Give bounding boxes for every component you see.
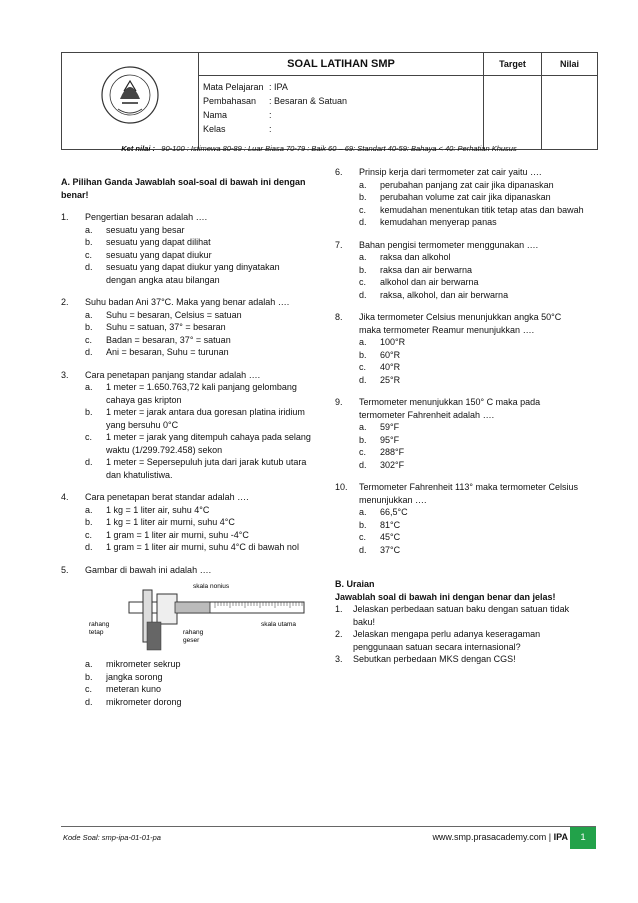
option-text: 40°R [380, 362, 401, 372]
option-text: kemudahan menentukan titik tetap atas dan bawah [380, 204, 584, 215]
option-text: 1 meter = jarak yang ditempuh cahaya pada selang waktu (1/299.792.458) sekon [106, 432, 311, 455]
option-b[interactable] [85, 516, 311, 529]
tut-wuri-handayani-logo [62, 53, 198, 149]
option-text: 59°F [380, 422, 400, 432]
question-text: Prinsip kerja dari termometer zat cair yaitu …. [359, 167, 542, 177]
option-text: 1 kg = 1 liter air murni, suhu 4°C [106, 517, 235, 527]
option-letter: b. [359, 434, 367, 445]
essay-text: Sebutkan perbedaan MKS dengan CGS! [353, 654, 516, 664]
rahang-geser-label-1: rahang [183, 629, 204, 636]
option-d[interactable] [359, 216, 585, 229]
section-a-title: A. Pilihan Ganda Jawablah soal-soal di bawah ini dengan benar! [61, 177, 306, 200]
question-text: Termometer menunjukkan 150° C maka pada termometer Fahrenheit adalah …. [359, 397, 541, 420]
question-number: 1. [61, 212, 69, 222]
option-b[interactable] [85, 236, 311, 249]
option-a[interactable] [85, 658, 311, 671]
section-b-title: B. Uraian [335, 579, 375, 589]
option-a[interactable] [359, 179, 585, 192]
question-text: Gambar di bawah ini adalah …. [85, 564, 212, 575]
option-letter: d. [359, 217, 367, 227]
option-a[interactable] [85, 309, 311, 322]
question-1 [61, 211, 311, 286]
option-text: 1 kg = 1 liter air, suhu 4°C [106, 504, 210, 515]
option-letter: c. [359, 447, 367, 457]
essay-item [335, 628, 585, 653]
option-d[interactable] [85, 456, 311, 481]
option-d[interactable] [359, 289, 585, 302]
question-text: Pengertian besaran adalah …. [85, 212, 208, 222]
option-letter: a. [359, 179, 367, 190]
option-d[interactable] [85, 541, 311, 554]
option-text: Ani = besaran, Suhu = turunan [106, 347, 229, 357]
option-text: 45°C [380, 532, 401, 542]
option-letter: d. [359, 374, 367, 385]
option-a[interactable] [359, 251, 585, 264]
option-letter: d. [85, 262, 93, 272]
question-10 [335, 481, 585, 556]
option-text: 60°R [380, 349, 401, 360]
rahang-tetap-label-2: tetap [89, 629, 104, 636]
option-d[interactable] [85, 696, 311, 709]
option-d[interactable] [85, 346, 311, 359]
option-letter: b. [359, 264, 367, 275]
question-number: 10. [335, 482, 348, 492]
info-row-kelas: Kelas : [203, 124, 272, 134]
option-text: raksa dan alkohol [380, 252, 451, 262]
question-2 [61, 296, 311, 359]
page-number: 1 [570, 827, 596, 849]
option-letter: b. [85, 322, 93, 332]
option-letter: d. [85, 457, 93, 467]
question-9 [335, 396, 585, 471]
left-column [61, 176, 311, 708]
right-column [335, 166, 585, 666]
option-text: perubahan volume zat cair jika dipanaskan [380, 192, 551, 202]
header-table [61, 52, 598, 150]
option-text: alkohol dan air berwarna [380, 277, 479, 287]
option-letter: c. [85, 684, 93, 694]
essay-item [335, 653, 585, 666]
option-text: 95°F [380, 434, 400, 445]
option-text: jangka sorong [106, 671, 163, 682]
option-letter: b. [85, 671, 93, 682]
option-letter: b. [85, 237, 93, 247]
option-text: 302°F [380, 459, 405, 470]
option-text: meteran kuno [106, 684, 162, 694]
question-number: 9. [335, 397, 343, 407]
keterangan-nilai: Ket nilai : 90-100 : Istimewa 80-89 : Luar Biasa 70-79 : Baik 60 – 69: Standart 40-59: Bahaya < 40: Perhatian Khusus [121, 144, 517, 153]
question-text: Cara penetapan berat standar adalah …. [85, 492, 249, 502]
option-letter: a. [359, 337, 367, 347]
question-6 [335, 166, 585, 229]
skala-utama-label: skala utama [261, 621, 297, 628]
essay-item [335, 603, 585, 628]
option-letter: b. [359, 192, 367, 202]
option-a[interactable] [85, 381, 311, 406]
question-5 [61, 564, 311, 709]
option-a[interactable] [359, 421, 585, 434]
option-a[interactable] [85, 224, 311, 237]
option-c[interactable] [359, 361, 585, 374]
info-cell [199, 76, 484, 149]
option-text: Badan = besaran, 37° = satuan [106, 334, 231, 345]
option-letter: a. [85, 309, 93, 320]
option-c[interactable] [359, 204, 585, 217]
rahang-tetap-label-1: rahang [89, 621, 110, 628]
option-c[interactable] [85, 334, 311, 347]
option-b[interactable] [359, 191, 585, 204]
target-value-cell [484, 76, 542, 149]
option-d[interactable] [359, 544, 585, 557]
question-number: 4. [61, 492, 69, 502]
option-c[interactable] [85, 431, 311, 456]
option-b[interactable] [85, 321, 311, 334]
document-title: SOAL LATIHAN SMP [199, 53, 484, 76]
section-b [335, 578, 585, 666]
option-text: 1 meter = jarak antara dua goresan platina iridium yang bersuhu 0°C [106, 407, 305, 430]
option-text: sesuatu yang dapat diukur [106, 249, 212, 260]
nilai-label: Nilai [542, 53, 597, 76]
essay-number: 1. [335, 604, 343, 614]
option-d[interactable] [85, 261, 311, 286]
caliper-drawing [85, 580, 335, 652]
question-7 [335, 239, 585, 302]
option-letter: b. [359, 349, 367, 360]
option-letter: b. [85, 407, 93, 417]
option-a[interactable] [359, 506, 585, 519]
option-text: Suhu = besaran, Celsius = satuan [106, 309, 242, 320]
option-letter: d. [359, 289, 367, 300]
option-b[interactable] [85, 406, 311, 431]
question-number: 3. [61, 369, 69, 380]
rahang-geser-label-2: geser [183, 637, 200, 644]
option-letter: c. [359, 204, 367, 215]
option-text: 1 gram = 1 liter air murni, suhu 4°C di bawah nol [106, 542, 299, 552]
question-number: 8. [335, 312, 343, 322]
option-b[interactable] [359, 519, 585, 532]
option-letter: c. [85, 249, 93, 260]
option-letter: c. [85, 334, 93, 345]
option-letter: c. [359, 362, 367, 372]
essay-number: 3. [335, 654, 343, 664]
option-text: 81°C [380, 519, 401, 530]
essay-text: Jelaskan perbedaan satuan baku dengan satuan tidak baku! [353, 604, 570, 627]
option-letter: d. [85, 542, 93, 552]
question-text: Jika termometer Celsius menunjukkan angka 50°C maka termometer Reamur menunjukkan …. [359, 312, 562, 335]
question-3 [61, 369, 311, 482]
option-text: 288°F [380, 447, 405, 457]
option-letter: d. [85, 347, 93, 357]
option-letter: c. [85, 432, 93, 442]
option-b[interactable] [359, 264, 585, 277]
option-text: 100°R [380, 337, 406, 347]
logo-cell [62, 53, 199, 149]
option-c[interactable] [359, 531, 585, 544]
option-text: 1 meter = Sepersepuluh juta dari jarak kutub utara dan khatulistiwa. [106, 457, 307, 480]
option-letter: a. [359, 422, 367, 432]
question-text: Cara penetapan panjang standar adalah …. [85, 369, 261, 380]
option-letter: a. [359, 507, 367, 517]
option-letter: c. [359, 532, 367, 542]
option-b[interactable] [85, 671, 311, 684]
option-text: 25°R [380, 374, 401, 385]
page-footer [61, 826, 596, 849]
option-letter: a. [85, 504, 93, 515]
option-letter: c. [85, 529, 93, 540]
option-text: mikrometer sekrup [106, 659, 181, 669]
question-8 [335, 311, 585, 386]
section-b-instruction: Jawablah soal di bawah ini dengan benar dan jelas! [335, 591, 556, 602]
essay-number: 2. [335, 629, 343, 639]
option-letter: a. [85, 382, 93, 392]
question-number: 6. [335, 167, 343, 177]
option-letter: a. [359, 252, 367, 262]
skala-nonius-label: skala nonius [193, 583, 230, 590]
option-letter: a. [85, 659, 93, 669]
option-text: raksa dan air berwarna [380, 264, 473, 275]
option-letter: a. [85, 224, 93, 235]
essay-text: Jelaskan mengapa perlu adanya keseragaman penggunaan satuan secara internasional? [353, 629, 541, 652]
target-label: Target [484, 53, 542, 76]
option-text: Suhu = satuan, 37° = besaran [106, 322, 226, 332]
option-c[interactable] [85, 683, 311, 696]
option-a[interactable] [359, 336, 585, 349]
option-b[interactable] [359, 349, 585, 362]
option-text: kemudahan menyerap panas [380, 217, 497, 227]
jangka-sorong-figure [85, 580, 311, 652]
info-row-pembahasan: Pembahasan : Besaran & Satuan [203, 96, 348, 106]
kode-soal: Kode Soal: smp-ipa-01-01-pa [63, 833, 161, 842]
option-c[interactable] [85, 529, 311, 542]
option-c[interactable] [359, 276, 585, 289]
info-row-nama: Nama : [203, 110, 272, 120]
option-text: raksa, alkohol, dan air berwarna [380, 289, 509, 300]
option-text: perubahan panjang zat cair jika dipanaskan [380, 179, 554, 190]
info-row-mapel: Mata Pelajaran : IPA [203, 82, 288, 92]
option-text: 1 meter = 1.650.763,72 kali panjang gelombang cahaya gas kripton [106, 382, 297, 405]
question-text: Termometer Fahrenheit 113° maka termometer Celsius menunjukkan …. [359, 482, 579, 505]
option-letter: b. [85, 517, 93, 527]
option-a[interactable] [85, 504, 311, 517]
option-text: 66,5°C [380, 507, 408, 517]
option-text: sesuatu yang dapat diukur yang dinyatakan dengan angka atau bilangan [106, 262, 280, 285]
footer-site[interactable]: www.smp.prasacademy.com | IPA [432, 832, 568, 842]
option-d[interactable] [359, 374, 585, 387]
option-d[interactable] [359, 459, 585, 472]
option-text: sesuatu yang besar [106, 224, 185, 235]
option-c[interactable] [359, 446, 585, 459]
question-4 [61, 491, 311, 554]
question-text: Bahan pengisi termometer menggunakan …. [359, 239, 539, 250]
option-b[interactable] [359, 434, 585, 447]
option-text: 1 gram = 1 liter air murni, suhu -4°C [106, 529, 249, 540]
option-c[interactable] [85, 249, 311, 262]
question-number: 5. [61, 564, 69, 575]
option-letter: d. [85, 696, 93, 707]
option-letter: d. [359, 459, 367, 470]
question-number: 2. [61, 297, 69, 307]
question-text: Suhu badan Ani 37°C. Maka yang benar adalah …. [85, 297, 290, 307]
option-letter: b. [359, 519, 367, 530]
question-number: 7. [335, 239, 343, 250]
option-letter: c. [359, 277, 367, 287]
option-text: 37°C [380, 544, 401, 555]
option-text: mikrometer dorong [106, 696, 182, 707]
option-text: sesuatu yang dapat dilihat [106, 237, 211, 247]
option-letter: d. [359, 544, 367, 555]
